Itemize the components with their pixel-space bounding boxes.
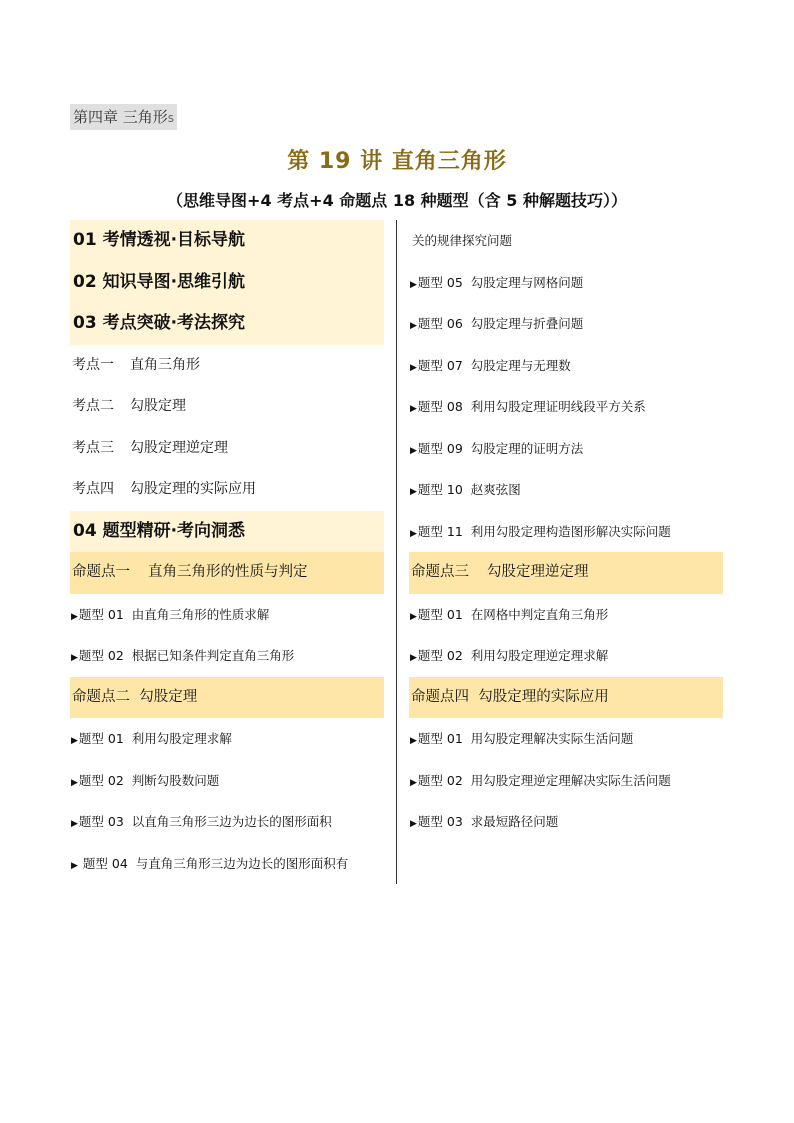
mingtidian-text: 勾股定理	[139, 688, 198, 705]
tixing-num: 题型 02	[78, 648, 124, 663]
mingtidian-text: 勾股定理的实际应用	[478, 688, 609, 705]
toc-tixing-2-01[interactable]	[70, 718, 384, 760]
tixing-text: 由直角三角形的性质求解	[131, 606, 270, 622]
tixing-text: 在网格中判定直角三角形	[470, 606, 609, 622]
kaodian-text: 直角三角形	[130, 356, 200, 373]
column-divider	[396, 220, 397, 884]
mingtidian-label: 命题点三	[411, 564, 469, 580]
kaodian-num: 考点三	[72, 439, 114, 456]
kaodian-num: 考点二	[72, 398, 114, 414]
toc-right-column	[409, 220, 723, 843]
tixing-text: 赵爽弦图	[470, 482, 521, 497]
tixing-text: 求最短路径问题	[470, 814, 559, 829]
toc-kaodian-1[interactable]	[70, 345, 384, 387]
tixing-num: 题型 02	[417, 772, 463, 788]
kaodian-num: 考点四	[72, 481, 114, 497]
toc-tixing-2-04-continuation[interactable]: 关的规律探究问题	[412, 233, 513, 248]
triangle-bullet-icon: ▶	[410, 362, 417, 373]
toc-tixing-2-08[interactable]	[409, 386, 723, 428]
tixing-text: 判断勾股数问题	[131, 772, 220, 788]
tixing-num: 题型 07	[417, 357, 463, 373]
toc-tixing-2-04[interactable]	[70, 843, 384, 885]
tixing-text: 勾股定理的证明方法	[470, 440, 584, 456]
toc-section-02[interactable]: 02 知识导图·思维引航	[70, 262, 384, 304]
triangle-bullet-icon: ▶	[71, 653, 78, 663]
triangle-bullet-icon: ▶	[71, 819, 78, 829]
tixing-num: 题型 11	[417, 523, 463, 539]
mingtidian-label: 命题点四	[411, 688, 469, 705]
tixing-num: 题型 03	[417, 814, 463, 829]
toc-tixing-2-02[interactable]	[70, 760, 384, 802]
toc-kaodian-3[interactable]	[70, 428, 384, 470]
tixing-text: 与直角三角形三边为边长的图形面积有	[135, 855, 349, 871]
triangle-bullet-icon: ▶	[410, 404, 417, 414]
tixing-num: 题型 04	[82, 855, 128, 871]
triangle-bullet-icon: ▶	[71, 860, 78, 871]
triangle-bullet-icon: ▶	[410, 445, 417, 456]
triangle-bullet-icon: ▶	[410, 487, 417, 497]
toc-tixing-4-03[interactable]	[409, 801, 723, 843]
triangle-bullet-icon: ▶	[410, 279, 417, 290]
toc-tixing-4-02[interactable]	[409, 760, 723, 802]
tixing-text: 利用勾股定理求解	[131, 731, 232, 746]
toc-tixing-1-01[interactable]	[70, 594, 384, 636]
triangle-bullet-icon: ▶	[410, 611, 417, 622]
toc-mingtidian-1[interactable]	[70, 552, 384, 594]
tixing-text: 勾股定理与网格问题	[470, 274, 584, 290]
toc-tixing-4-01[interactable]	[409, 718, 723, 760]
chapter-label	[70, 104, 177, 130]
toc-section-03[interactable]: 03 考点突破·考法探究	[70, 303, 384, 345]
triangle-bullet-icon: ▶	[410, 777, 417, 788]
toc-tixing-1-02[interactable]	[70, 635, 384, 677]
toc-mingtidian-4[interactable]	[409, 677, 723, 719]
tixing-num: 题型 06	[417, 316, 463, 331]
triangle-bullet-icon: ▶	[410, 736, 417, 746]
toc-left-column	[70, 220, 384, 884]
chapter-text: 第四章 三角形	[73, 108, 168, 126]
triangle-bullet-icon: ▶	[71, 611, 78, 622]
toc-tixing-2-03[interactable]	[70, 801, 384, 843]
mingtidian-label: 命题点二	[72, 688, 130, 705]
tixing-num: 题型 10	[417, 482, 463, 497]
toc-tixing-3-02[interactable]	[409, 635, 723, 677]
tixing-text: 用勾股定理解决实际生活问题	[470, 731, 634, 746]
mingtidian-text: 直角三角形的性质与判定	[148, 564, 308, 580]
tixing-num: 题型 09	[417, 440, 463, 456]
kaodian-text: 勾股定理	[130, 398, 186, 414]
lecture-subtitle: （思维导图+4 考点+4 命题点 18 种题型（含 5 种解题技巧））	[167, 191, 627, 210]
mingtidian-text: 勾股定理逆定理	[487, 564, 589, 580]
tixing-text: 利用勾股定理证明线段平方关系	[470, 399, 646, 414]
toc-mingtidian-2[interactable]	[70, 677, 384, 719]
triangle-bullet-icon: ▶	[71, 736, 78, 746]
tixing-text: 利用勾股定理构造图形解决实际问题	[470, 523, 671, 539]
triangle-bullet-icon: ▶	[410, 528, 417, 539]
tixing-text: 勾股定理与无理数	[470, 357, 571, 373]
toc-tixing-2-06[interactable]	[409, 303, 723, 345]
tixing-text: 用勾股定理逆定理解决实际生活问题	[470, 772, 671, 788]
tixing-num: 题型 02	[78, 772, 124, 788]
toc-tixing-2-11[interactable]	[409, 511, 723, 553]
toc-mingtidian-3[interactable]	[409, 552, 723, 594]
tixing-num: 题型 01	[417, 606, 463, 622]
tixing-num: 题型 03	[78, 814, 124, 829]
lecture-title: 第 19 讲 直角三角形	[287, 149, 507, 174]
toc-kaodian-4[interactable]	[70, 469, 384, 511]
toc-tixing-2-05[interactable]	[409, 262, 723, 304]
toc-section-04[interactable]: 04 题型精研·考向洞悉	[70, 511, 384, 553]
tixing-text: 以直角三角形三边为边长的图形面积	[131, 814, 332, 829]
toc-tixing-2-07[interactable]	[409, 345, 723, 387]
tixing-num: 题型 02	[417, 648, 463, 663]
tixing-text: 勾股定理与折叠问题	[470, 316, 584, 331]
toc-tixing-3-01[interactable]	[409, 594, 723, 636]
toc-tixing-2-09[interactable]	[409, 428, 723, 470]
tixing-text: 根据已知条件判定直角三角形	[131, 648, 295, 663]
tixing-num: 题型 01	[417, 731, 463, 746]
tixing-text: 利用勾股定理逆定理求解	[470, 648, 609, 663]
toc-section-01[interactable]: 01 考情透视·目标导航	[70, 220, 384, 262]
triangle-bullet-icon: ▶	[410, 321, 417, 331]
toc-tixing-2-10[interactable]	[409, 469, 723, 511]
kaodian-num: 考点一	[72, 356, 114, 373]
toc-kaodian-2[interactable]	[70, 386, 384, 428]
tixing-num: 题型 01	[78, 606, 124, 622]
tixing-num: 题型 01	[78, 731, 124, 746]
tixing-num: 题型 08	[417, 399, 463, 414]
kaodian-text: 勾股定理的实际应用	[130, 481, 256, 497]
kaodian-text: 勾股定理逆定理	[130, 439, 228, 456]
triangle-bullet-icon: ▶	[410, 819, 417, 829]
triangle-bullet-icon: ▶	[71, 777, 78, 788]
chapter-suffix: s	[167, 111, 175, 125]
triangle-bullet-icon: ▶	[410, 653, 417, 663]
tixing-num: 题型 05	[417, 274, 463, 290]
mingtidian-label: 命题点一	[72, 564, 130, 580]
